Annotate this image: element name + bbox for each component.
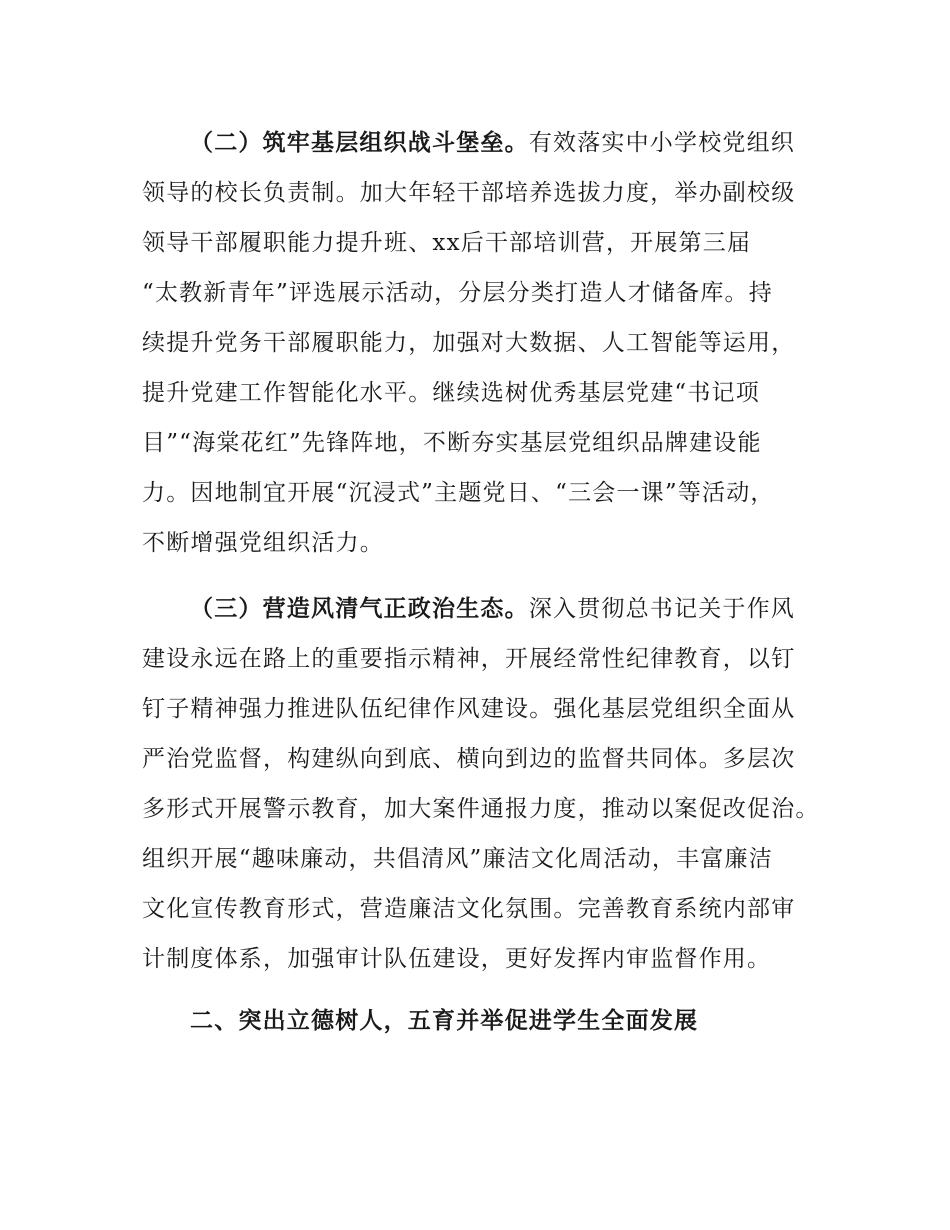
- section-3-line-6: 文化宣传教育形式，营造廉洁文化氛围。完善教育系统内部审: [142, 896, 796, 922]
- section-3-line-0: 深入贯彻总书记关于作风: [528, 596, 796, 622]
- section-2-first-line: [190, 128, 795, 158]
- section-2-line-8: 不断增强党组织活力。: [142, 530, 384, 556]
- section-2-line-7: 力。因地制宜开展“沉浸式”主题党日、“三会一课”等活动，: [142, 480, 775, 506]
- part-2-heading: 二、突出立德树人，五育并举促进学生全面发展: [190, 1008, 699, 1034]
- section-3-line-1: 建设永远在路上的重要指示精神，开展经常性纪律教育，以钉: [142, 646, 796, 672]
- section-3-first-line: [190, 594, 795, 624]
- section-3-line-7: 计制度体系，加强审计队伍建设，更好发挥内审监督作用。: [142, 946, 772, 972]
- section-2-line-2: 领导干部履职能力提升班、xx后干部培训营，开展第三届: [142, 230, 752, 256]
- section-2-line-1: 领导的校长负责制。加大年轻干部培养选拔力度，举办副校级: [142, 180, 796, 206]
- section-2-line-0: 有效落实中小学校党组织: [528, 130, 796, 156]
- section-3-line-4: 多形式开展警示教育，加大案件通报力度，推动以案促改促治。: [142, 796, 820, 822]
- section-2-heading: （二）筑牢基层组织战斗堡垒。: [190, 130, 529, 156]
- section-2-line-3: “太教新青年”评选展示活动，分层分类打造人才储备库。持: [142, 280, 773, 306]
- section-3-line-5: 组织开展“趣味廉动，共倡清风”廉洁文化周活动，丰富廉洁: [142, 846, 773, 872]
- section-3-heading: （三）营造风清气正政治生态。: [190, 596, 529, 622]
- section-2-line-6: 目”“海棠花红”先锋阵地，不断夯实基层党组织品牌建设能: [142, 430, 762, 456]
- section-2-line-4: 续提升党务干部履职能力，加强对大数据、人工智能等运用，: [142, 330, 796, 356]
- section-3-line-3: 严治党监督，构建纵向到底、横向到边的监督共同体。多层次: [142, 746, 796, 772]
- section-3-line-2: 钉子精神强力推进队伍纪律作风建设。强化基层党组织全面从: [142, 696, 796, 722]
- section-2-line-5: 提升党建工作智能化水平。继续选树优秀基层党建“书记项: [142, 380, 760, 406]
